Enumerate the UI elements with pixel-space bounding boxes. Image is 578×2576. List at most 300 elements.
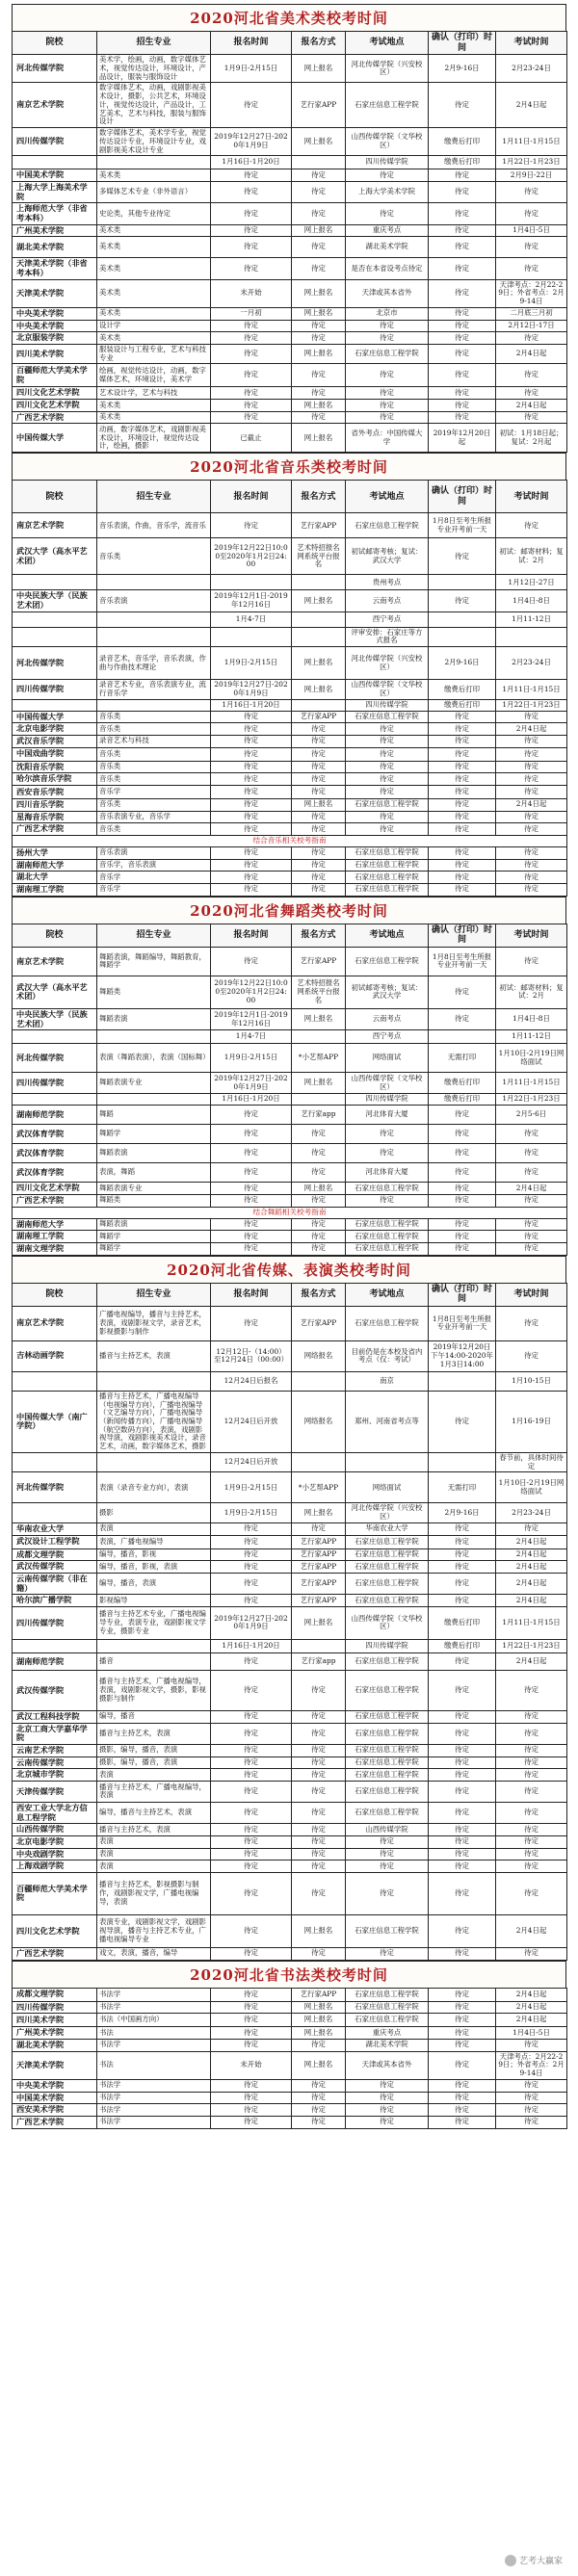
exam-time-cell: 1月11日-1月15日 xyxy=(496,128,567,156)
column-header: 考试时间 xyxy=(496,32,567,55)
column-header: 报名时间 xyxy=(211,32,292,55)
confirm-time-cell: 待定 xyxy=(429,1144,496,1163)
major-cell: 摄影，编导，播音，表演 xyxy=(97,1756,211,1769)
exam-time-cell: 1月22日-1月23日 xyxy=(496,1639,567,1652)
confirm-time-cell: 待定 xyxy=(429,1756,496,1769)
signup-method-cell: 网上报名 xyxy=(292,55,346,83)
exam-time-cell: 2月23-24日 xyxy=(496,647,567,680)
school-cell: 四川文化艺术学院 xyxy=(13,387,97,400)
major-cell: 舞蹈学 xyxy=(97,1125,211,1144)
signup-time-cell: 待定 xyxy=(211,400,292,412)
table-row xyxy=(13,1835,567,1848)
signup-method-cell: 待定 xyxy=(292,411,346,424)
school-cell: 结合舞蹈相关校考指南 xyxy=(13,1207,567,1218)
signup-time-cell: 待定 xyxy=(211,1988,292,2001)
table-row xyxy=(13,1371,567,1391)
confirm-time-cell: 待定 xyxy=(429,2039,496,2051)
signup-time-cell: 待定 xyxy=(211,723,292,736)
table-row xyxy=(13,364,567,387)
confirm-time-cell: 待定 xyxy=(429,811,496,823)
signup-time-cell: 2019年12月1日-2019年12月16日 xyxy=(211,590,292,611)
signup-time-cell: 待定 xyxy=(211,1848,292,1860)
signup-time-cell: 待定 xyxy=(211,1710,292,1723)
signup-method-cell: 网上报名 xyxy=(292,1008,346,1029)
signup-method-cell: 网上报名 xyxy=(292,2027,346,2040)
signup-time-cell: 待定 xyxy=(211,1947,292,1960)
signup-method-cell: 网上报名 xyxy=(292,279,346,307)
section-0 xyxy=(12,4,566,453)
school-cell: 哈尔滨广播学院 xyxy=(13,1595,97,1607)
major-cell: 书法 xyxy=(97,2027,211,2040)
exam-location-cell: 待定 xyxy=(346,169,429,182)
schedule-table xyxy=(12,31,567,453)
exam-time-cell: 待定 xyxy=(496,237,567,258)
signup-time-cell: 2019年12月22日10:00至2020年1月2日24:00 xyxy=(211,976,292,1008)
major-cell: 表演 xyxy=(97,1835,211,1848)
school-cell: 成都文理学院 xyxy=(13,1548,97,1561)
exam-time-cell: 待定 xyxy=(496,872,567,884)
signup-method-cell: 网上报名 xyxy=(292,2014,346,2027)
confirm-time-cell: 待定 xyxy=(429,1183,496,1195)
exam-location-cell: 石家庄信息工程学院 xyxy=(346,872,429,884)
major-cell: 舞蹈表演 xyxy=(97,1218,211,1231)
exam-time-cell: 天津考点：2月22-29日；外省考点：2月9-14日 xyxy=(496,2051,567,2079)
exam-time-cell: 待定 xyxy=(496,181,567,202)
confirm-time-cell: 待定 xyxy=(429,258,496,279)
confirm-time-cell: 1月8日至考生所报专业开考前一天 xyxy=(429,1306,496,1340)
major-cell xyxy=(97,156,211,169)
signup-method-cell: 待定 xyxy=(292,1670,346,1710)
exam-time-cell: 1月10日-2月19日网络面试 xyxy=(496,1044,567,1073)
table-row xyxy=(13,307,567,320)
exam-location-cell: 西宁考点 xyxy=(346,1030,429,1044)
school-cell: 中国传媒大学 xyxy=(13,424,97,453)
confirm-time-cell: 2019年12月20日下午14:00-2020年1月3日14:00 xyxy=(429,1340,496,1371)
signup-method-cell: *小艺帮APP xyxy=(292,1472,346,1503)
signup-time-cell: 待定 xyxy=(211,947,292,976)
exam-location-cell: 待定 xyxy=(346,2104,429,2117)
signup-time-cell: 待定 xyxy=(211,1125,292,1144)
confirm-time-cell: 1月8日至考生所报专业开考前一天 xyxy=(429,947,496,976)
signup-time-cell: 待定 xyxy=(211,884,292,897)
exam-location-cell: 四川传媒学院 xyxy=(346,1639,429,1652)
school-cell: 四川美术学院 xyxy=(13,344,97,363)
confirm-time-cell: 待定 xyxy=(429,1522,496,1535)
school-cell: 中央美术学院 xyxy=(13,2079,97,2092)
exam-time-cell: 2月4日起 xyxy=(496,344,567,363)
exam-time-cell: 待定 xyxy=(496,513,567,538)
confirm-time-cell: 待定 xyxy=(429,1835,496,1848)
exam-time-cell: 待定 xyxy=(496,203,567,224)
confirm-time-cell: 待定 xyxy=(429,799,496,812)
exam-time-cell: 待定 xyxy=(496,2079,567,2092)
signup-method-cell xyxy=(292,1639,346,1652)
major-cell: 播音与主持艺术，表演 xyxy=(97,1824,211,1836)
confirm-time-cell: 待定 xyxy=(429,1595,496,1607)
schedule-table xyxy=(12,1988,567,2129)
exam-time-cell: 待定 xyxy=(496,258,567,279)
header-row xyxy=(13,481,567,513)
exam-time-cell: 1月22日-1月23日 xyxy=(496,1094,567,1106)
confirm-time-cell: 缴费后打印 xyxy=(429,699,496,711)
exam-time-cell: 待定 xyxy=(496,2116,567,2128)
confirm-time-cell: 待定 xyxy=(429,2116,496,2128)
table-row xyxy=(13,811,567,823)
signup-time-cell: 待定 xyxy=(211,1860,292,1873)
exam-time-cell: 待定 xyxy=(496,947,567,976)
exam-time-cell: 1月11-12日 xyxy=(496,1030,567,1044)
school-cell xyxy=(13,1503,97,1522)
major-cell: 书法 xyxy=(97,2051,211,2079)
table-row xyxy=(13,1183,567,1195)
signup-time-cell: 待定 xyxy=(211,2079,292,2092)
exam-location-cell: 待定 xyxy=(346,736,429,748)
major-cell: 音乐类 xyxy=(97,773,211,786)
signup-method-cell: 网上报名 xyxy=(292,1914,346,1947)
signup-time-cell: 待定 xyxy=(211,2092,292,2104)
signup-time-cell: 1月16日-1月20日 xyxy=(211,699,292,711)
signup-time-cell: 待定 xyxy=(211,811,292,823)
school-cell: 北京电影学院 xyxy=(13,1835,97,1848)
exam-location-cell: 郑州、河南省考点等 xyxy=(346,1391,429,1452)
signup-time-cell: 1月9日-2月15日 xyxy=(211,55,292,83)
signup-method-cell: 待定 xyxy=(292,1522,346,1535)
table-row xyxy=(13,1723,567,1744)
confirm-time-cell: 缴费后打印 xyxy=(429,680,496,699)
table-row xyxy=(13,773,567,786)
table-row xyxy=(13,2001,567,2014)
confirm-time-cell: 待定 xyxy=(429,332,496,345)
signup-time-cell: 1月9日-2月15日 xyxy=(211,647,292,680)
exam-time-cell: 待定 xyxy=(496,1522,567,1535)
confirm-time-cell: 1月8日至考生所报专业开考前一天 xyxy=(429,513,496,538)
exam-time-cell: 2月4日起 xyxy=(496,1595,567,1607)
major-cell: 多媒体艺术专业（非外语言） xyxy=(97,181,211,202)
table-row xyxy=(13,590,567,611)
major-cell: 音乐类 xyxy=(97,823,211,836)
signup-method-cell: 网上报名 xyxy=(292,1183,346,1195)
confirm-time-cell: 2月9-16日 xyxy=(429,55,496,83)
exam-location-cell: 待定 xyxy=(346,320,429,332)
column-header: 报名方式 xyxy=(292,481,346,513)
school-cell: 中国美术学院 xyxy=(13,169,97,182)
exam-time-cell: 待定 xyxy=(496,1242,567,1255)
signup-method-cell: 网上报名 xyxy=(292,344,346,363)
table-row xyxy=(13,747,567,761)
exam-time-cell: 待定 xyxy=(496,884,567,897)
exam-location-cell: 南京 xyxy=(346,1371,429,1391)
signup-method-cell: 待定 xyxy=(292,723,346,736)
section-3 xyxy=(12,1256,566,1961)
school-cell: 湖南师范大学 xyxy=(13,859,97,872)
exam-location-cell: 石家庄信息工程学院 xyxy=(346,1573,429,1594)
exam-time-cell: 2月4日起 xyxy=(496,1988,567,2001)
school-cell: 湖南师范学院 xyxy=(13,1652,97,1670)
table-row xyxy=(13,846,567,859)
confirm-time-cell: 待定 xyxy=(429,1125,496,1144)
exam-location-cell: 石家庄信息工程学院 xyxy=(346,846,429,859)
confirm-time-cell: 待定 xyxy=(429,1218,496,1231)
watermark-text: 艺考大赢家 xyxy=(518,2556,563,2566)
exam-location-cell: 石家庄信息工程学院 xyxy=(346,1218,429,1231)
school-cell: 广西艺术学院 xyxy=(13,1194,97,1207)
exam-location-cell: 待定 xyxy=(346,1194,429,1207)
column-header: 报名时间 xyxy=(211,481,292,513)
exam-location-cell: 待定 xyxy=(346,773,429,786)
confirm-time-cell: 待定 xyxy=(429,1710,496,1723)
section-title: 2020河北省传媒、表演类校考时间 xyxy=(12,1256,566,1283)
exam-time-cell: 1月4日-5日 xyxy=(496,224,567,237)
signup-method-cell: 网上报名 xyxy=(292,1503,346,1522)
major-cell: 表演（录音专业方向），表演 xyxy=(97,1472,211,1503)
table-row xyxy=(13,1824,567,1836)
school-cell: 四川美术学院 xyxy=(13,2014,97,2027)
signup-method-cell: 网上报名 xyxy=(292,2051,346,2079)
table-row xyxy=(13,1561,567,1574)
exam-location-cell: 石家庄信息工程学院 xyxy=(346,1670,429,1710)
column-header: 招生专业 xyxy=(97,32,211,55)
signup-time-cell: 待定 xyxy=(211,1144,292,1163)
signup-time-cell: 待定 xyxy=(211,181,292,202)
signup-method-cell: 待定 xyxy=(292,846,346,859)
major-cell: 音乐类 xyxy=(97,538,211,575)
table-row xyxy=(13,627,567,646)
exam-location-cell: 石家庄信息工程学院 xyxy=(346,1306,429,1340)
exam-location-cell: 待定 xyxy=(346,811,429,823)
signup-time-cell: 待定 xyxy=(211,1781,292,1802)
major-cell xyxy=(97,611,211,627)
exam-time-cell: 2月4日起 xyxy=(496,2001,567,2014)
confirm-time-cell: 待定 xyxy=(429,1824,496,1836)
column-header: 考试地点 xyxy=(346,32,429,55)
signup-method-cell: 艺行家app xyxy=(292,1652,346,1670)
major-cell: 音乐学 xyxy=(97,872,211,884)
confirm-time-cell: 待定 xyxy=(429,224,496,237)
signup-method-cell: 艺行家APP xyxy=(292,947,346,976)
table-row xyxy=(13,332,567,345)
exam-time-cell: 二月底三月初 xyxy=(496,307,567,320)
exam-time-cell: 待定 xyxy=(496,1848,567,1860)
exam-location-cell: 石家庄信息工程学院 xyxy=(346,1242,429,1255)
column-header: 考试时间 xyxy=(496,481,567,513)
signup-time-cell: 待定 xyxy=(211,1824,292,1836)
exam-time-cell: 待定 xyxy=(496,846,567,859)
signup-method-cell: 待定 xyxy=(292,181,346,202)
exam-location-cell: 待定 xyxy=(346,1125,429,1144)
confirm-time-cell: 待定 xyxy=(429,1802,496,1823)
signup-time-cell: 待定 xyxy=(211,169,292,182)
school-cell: 沈阳音乐学院 xyxy=(13,761,97,773)
exam-time-cell: 待定 xyxy=(496,1340,567,1371)
signup-method-cell: 待定 xyxy=(292,1802,346,1823)
major-cell: 美术类 xyxy=(97,279,211,307)
exam-time-cell: 待定 xyxy=(496,1125,567,1144)
table-row xyxy=(13,2039,567,2051)
signup-time-cell: 一月初 xyxy=(211,307,292,320)
signup-time-cell: 2019年12月27日-2020年1月9日 xyxy=(211,128,292,156)
signup-method-cell: 艺行家APP xyxy=(292,1988,346,2001)
table-row xyxy=(13,1194,567,1207)
signup-time-cell: 待定 xyxy=(211,320,292,332)
school-cell: 湖南文理学院 xyxy=(13,1242,97,1255)
signup-time-cell: 待定 xyxy=(211,747,292,761)
school-cell: 北京电影学院 xyxy=(13,723,97,736)
signup-time-cell: 待定 xyxy=(211,786,292,799)
table-row xyxy=(13,1073,567,1094)
major-cell: 舞蹈类 xyxy=(97,1194,211,1207)
confirm-time-cell: 待定 xyxy=(429,786,496,799)
school-cell: 四川传媒学院 xyxy=(13,1073,97,1094)
exam-time-cell: 2月23-24日 xyxy=(496,55,567,83)
signup-method-cell: 网上报名 xyxy=(292,799,346,812)
school-cell xyxy=(13,575,97,590)
exam-time-cell: 2月23-24日 xyxy=(496,1503,567,1522)
major-cell: 舞蹈 xyxy=(97,1106,211,1125)
exam-time-cell: 待定 xyxy=(496,1872,567,1914)
signup-method-cell: 待定 xyxy=(292,169,346,182)
signup-time-cell: 待定 xyxy=(211,1914,292,1947)
exam-location-cell: 石家庄信息工程学院 xyxy=(346,1756,429,1769)
column-header: 考试地点 xyxy=(346,481,429,513)
column-header: 招生专业 xyxy=(97,481,211,513)
confirm-time-cell: 无需打印 xyxy=(429,1472,496,1503)
table-row xyxy=(13,1670,567,1710)
table-row xyxy=(13,786,567,799)
confirm-time-cell xyxy=(429,575,496,590)
confirm-time-cell: 待定 xyxy=(429,1652,496,1670)
exam-time-cell: 待定 xyxy=(496,1218,567,1231)
confirm-time-cell: 待定 xyxy=(429,1535,496,1548)
table-row xyxy=(13,424,567,453)
signup-time-cell: 待定 xyxy=(211,1163,292,1183)
signup-time-cell: 未开始 xyxy=(211,2051,292,2079)
confirm-time-cell: 待定 xyxy=(429,1391,496,1452)
table-row xyxy=(13,1391,567,1452)
signup-time-cell: 待定 xyxy=(211,2014,292,2027)
exam-time-cell: 2月4日起 xyxy=(496,1652,567,1670)
table-row xyxy=(13,872,567,884)
exam-time-cell: 待定 xyxy=(496,1824,567,1836)
signup-method-cell xyxy=(292,1371,346,1391)
signup-time-cell: 待定 xyxy=(211,773,292,786)
major-cell: 史论类，其他专业待定 xyxy=(97,203,211,224)
signup-method-cell: 待定 xyxy=(292,332,346,345)
signup-method-cell: 待定 xyxy=(292,2079,346,2092)
exam-time-cell: 初试：1月18日起；复试：2月起 xyxy=(496,424,567,453)
table-row xyxy=(13,1744,567,1756)
table-row xyxy=(13,1306,567,1340)
signup-time-cell: 未开始 xyxy=(211,279,292,307)
major-cell xyxy=(97,1452,211,1471)
major-cell xyxy=(97,1371,211,1391)
school-cell: 上海戏剧学院 xyxy=(13,1860,97,1873)
confirm-time-cell: 待定 xyxy=(429,1848,496,1860)
confirm-time-cell: 待定 xyxy=(429,1988,496,2001)
school-cell: 扬州大学 xyxy=(13,846,97,859)
exam-time-cell: 2月12日-17日 xyxy=(496,320,567,332)
exam-time-cell: 待定 xyxy=(496,2104,567,2117)
table-row xyxy=(13,711,567,723)
confirm-time-cell: 缴费后打印 xyxy=(429,156,496,169)
school-cell: 云南传媒学院 xyxy=(13,1756,97,1769)
school-cell: 湖南师范学院 xyxy=(13,1106,97,1125)
exam-location-cell: 石家庄信息工程学院 xyxy=(346,2014,429,2027)
signup-time-cell xyxy=(211,575,292,590)
table-row xyxy=(13,1914,567,1947)
school-cell: 中央民族大学（民族艺术团） xyxy=(13,1008,97,1029)
table-row xyxy=(13,1163,567,1183)
confirm-time-cell: 待定 xyxy=(429,1914,496,1947)
exam-time-cell: 待定 xyxy=(496,823,567,836)
exam-location-cell: 网络面试 xyxy=(346,1044,429,1073)
table-row xyxy=(13,258,567,279)
exam-time-cell: 1月10-15日 xyxy=(496,1371,567,1391)
table-row xyxy=(13,2051,567,2079)
exam-location-cell: 待定 xyxy=(346,747,429,761)
confirm-time-cell: 缴费后打印 xyxy=(429,1639,496,1652)
major-cell: 书法学 xyxy=(97,2104,211,2117)
school-cell xyxy=(13,627,97,646)
exam-location-cell: 石家庄信息工程学院 xyxy=(346,1652,429,1670)
confirm-time-cell: 无需打印 xyxy=(429,1044,496,1073)
school-cell xyxy=(13,156,97,169)
exam-location-cell: 目前仍是在本校及省内考点（仅：考试） xyxy=(346,1340,429,1371)
table-row xyxy=(13,1652,567,1670)
signup-method-cell: 艺行家APP xyxy=(292,1306,346,1340)
table-row xyxy=(13,1548,567,1561)
table-row xyxy=(13,1947,567,1960)
signup-method-cell: 待定 xyxy=(292,786,346,799)
major-cell: 书法学 xyxy=(97,2079,211,2092)
school-cell: 中国传媒大学 xyxy=(13,711,97,723)
exam-location-cell: 山西传媒学院 xyxy=(346,1824,429,1836)
major-cell xyxy=(97,1030,211,1044)
major-cell: 艺术设计学，艺术与科技 xyxy=(97,387,211,400)
signup-time-cell: 待定 xyxy=(211,1561,292,1574)
table-row xyxy=(13,2079,567,2092)
exam-time-cell: 待定 xyxy=(496,1670,567,1710)
signup-time-cell: 待定 xyxy=(211,2001,292,2014)
major-cell: 舞蹈表演 xyxy=(97,1008,211,1029)
major-cell: 书法学 xyxy=(97,2039,211,2051)
exam-location-cell: 贵州考点 xyxy=(346,575,429,590)
major-cell: 美术学，绘画，动画，数字媒体艺术，视觉传达设计，环境设计，产品设计，服装与服饰设计 xyxy=(97,55,211,83)
school-cell: 中央美术学院 xyxy=(13,307,97,320)
exam-location-cell: 湖北美术学院 xyxy=(346,2039,429,2051)
table-row xyxy=(13,1535,567,1548)
school-cell: 湖南师范大学 xyxy=(13,1218,97,1231)
table-row xyxy=(13,799,567,812)
exam-location-cell: 石家庄信息工程学院 xyxy=(346,711,429,723)
exam-location-cell: 河北体育大厦 xyxy=(346,1106,429,1125)
exam-time-cell: 初试：邮寄材料；复试：2月 xyxy=(496,538,567,575)
exam-location-cell: 河北传媒学院（兴安校区） xyxy=(346,1503,429,1522)
exam-location-cell: 四川传媒学院 xyxy=(346,1094,429,1106)
signup-method-cell xyxy=(292,1030,346,1044)
exam-location-cell: 石家庄信息工程学院 xyxy=(346,1769,429,1782)
school-cell: 广州美术学院 xyxy=(13,2027,97,2040)
exam-location-cell: 石家庄信息工程学院 xyxy=(346,1723,429,1744)
schedule-table xyxy=(12,924,567,1256)
school-cell: 结合音乐相关校考指南 xyxy=(13,836,567,847)
major-cell: 播音与主持艺术专业，广播电视编导专业，表演专业，戏剧影视文学专业，摄影专业 xyxy=(97,1606,211,1639)
school-cell: 武汉大学（高水平艺术团） xyxy=(13,538,97,575)
signup-method-cell: 待定 xyxy=(292,1218,346,1231)
column-header: 报名时间 xyxy=(211,1283,292,1306)
signup-time-cell: 1月9日-2月15日 xyxy=(211,1044,292,1073)
school-cell: 中国传媒大学（南广学院） xyxy=(13,1391,97,1452)
exam-location-cell: 天津或其本省外 xyxy=(346,2051,429,2079)
